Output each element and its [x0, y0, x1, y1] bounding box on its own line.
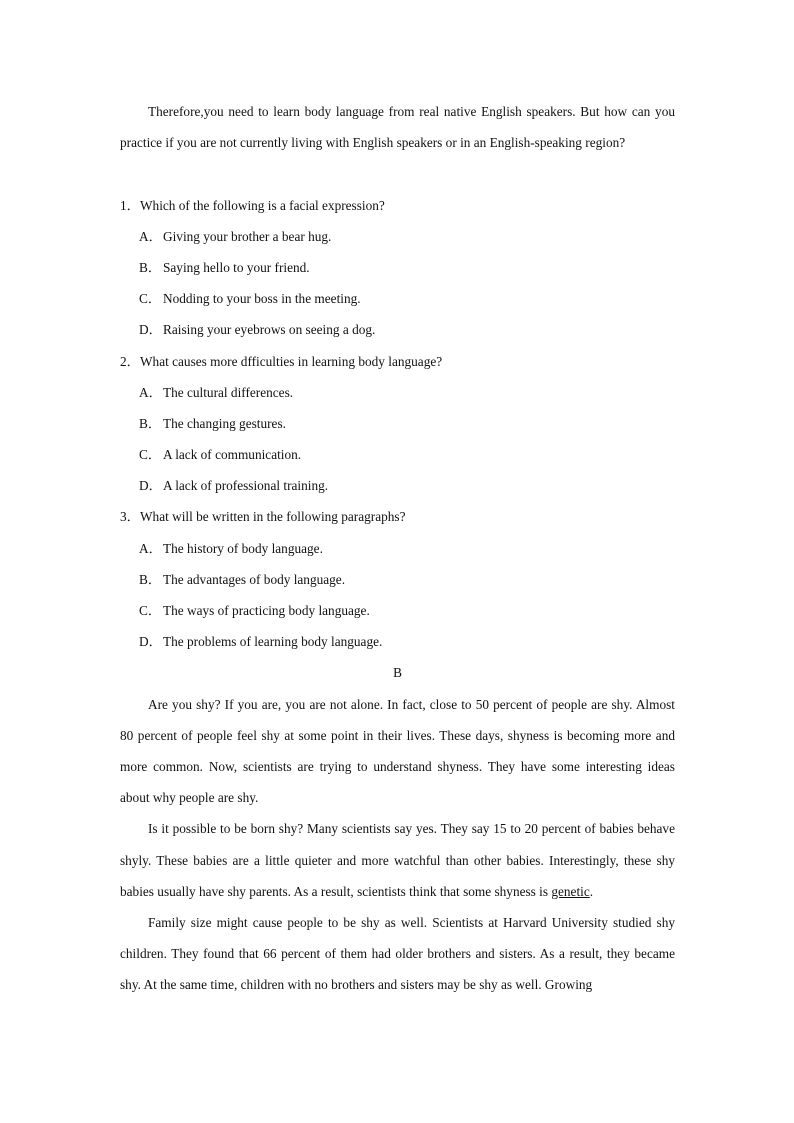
option-2d[interactable]: [120, 470, 675, 501]
option-text: The problems of learning body language.: [163, 634, 383, 650]
section-b-heading: B: [393, 665, 402, 681]
option-letter: A．: [139, 384, 162, 400]
question-number: 2．: [120, 353, 140, 369]
option-text: A lack of professional training.: [163, 478, 329, 494]
option-text: The advantages of body language.: [163, 571, 346, 587]
underlined-word: genetic: [551, 883, 590, 899]
option-letter: C．: [139, 291, 162, 307]
option-1d[interactable]: [120, 314, 675, 345]
option-letter: D．: [139, 322, 162, 338]
option-text: A lack of communication.: [163, 447, 302, 463]
option-1b[interactable]: [120, 252, 675, 283]
option-text: Saying hello to your friend.: [163, 259, 310, 275]
question-number: 1．: [120, 197, 140, 213]
option-letter: B．: [139, 571, 162, 587]
option-text: The ways of practicing body language.: [163, 603, 370, 619]
question-stem: What causes more dfficulties in learning body language?: [140, 353, 443, 369]
section-b-paragraph-3: Family size might cause people to be shy as well. Scientists at Harvard University studied shy children. They found that 66 percent of them had older brothers and sisters. As a result, they became shy. At the same time, children with no brothers and sisters may be shy as well. Growing: [120, 915, 675, 993]
paragraph-text: Is it possible to be born shy? Many scientists say yes. They say 15 to 20 percent of babies behave shyly. These babies are a little quieter and more watchful than other babies. Interestingly, these shy babies usually have shy parents. As a result, scientists think that some shyness is: [120, 821, 675, 899]
option-3a[interactable]: [120, 533, 675, 564]
option-text: The cultural differences.: [163, 384, 294, 400]
option-text: The changing gestures.: [163, 415, 286, 431]
option-3b[interactable]: [120, 564, 675, 595]
option-text: Nodding to your boss in the meeting.: [163, 291, 361, 307]
option-letter: A．: [139, 228, 162, 244]
option-2a[interactable]: [120, 377, 675, 408]
option-letter: D．: [139, 634, 162, 650]
option-text: Giving your brother a bear hug.: [163, 228, 332, 244]
question-3: [120, 501, 675, 532]
option-letter: A．: [139, 540, 162, 556]
section-b-paragraph-2: [120, 813, 675, 907]
option-letter: B．: [139, 259, 162, 275]
option-2b[interactable]: [120, 408, 675, 439]
option-letter: C．: [139, 447, 162, 463]
question-1: [120, 190, 675, 221]
question-list: [120, 190, 675, 1001]
option-3c[interactable]: [120, 595, 675, 626]
option-letter: C．: [139, 603, 162, 619]
question-number: 3．: [120, 509, 140, 525]
passage-a-ending: [120, 96, 675, 158]
paragraph-end: .: [589, 883, 594, 899]
option-text: Raising your eyebrows on seeing a dog.: [163, 322, 376, 338]
question-stem: Which of the following is a facial expression?: [140, 197, 385, 213]
option-letter: D．: [139, 478, 162, 494]
option-letter: B．: [139, 415, 162, 431]
option-1a[interactable]: [120, 221, 675, 252]
question-stem: What will be written in the following paragraphs?: [140, 509, 406, 525]
option-text: The history of body language.: [163, 540, 323, 556]
option-2c[interactable]: [120, 439, 675, 470]
paragraph: Therefore,you need to learn body language from real native English speakers. But how can you practice if you are not currently living with English speakers or in an English-speaking region?: [120, 104, 675, 151]
option-1c[interactable]: [120, 283, 675, 314]
option-3d[interactable]: [120, 626, 675, 657]
section-b-paragraph-1: Are you shy? If you are, you are not alone. In fact, close to 50 percent of people are shy. Almost 80 percent of people feel shy at some point in their lives. These days, shyness is becoming more and more common. Now, scientists are trying to understand shyness. They have some interesting ideas about why people are shy.: [120, 696, 675, 806]
question-2: [120, 346, 675, 377]
